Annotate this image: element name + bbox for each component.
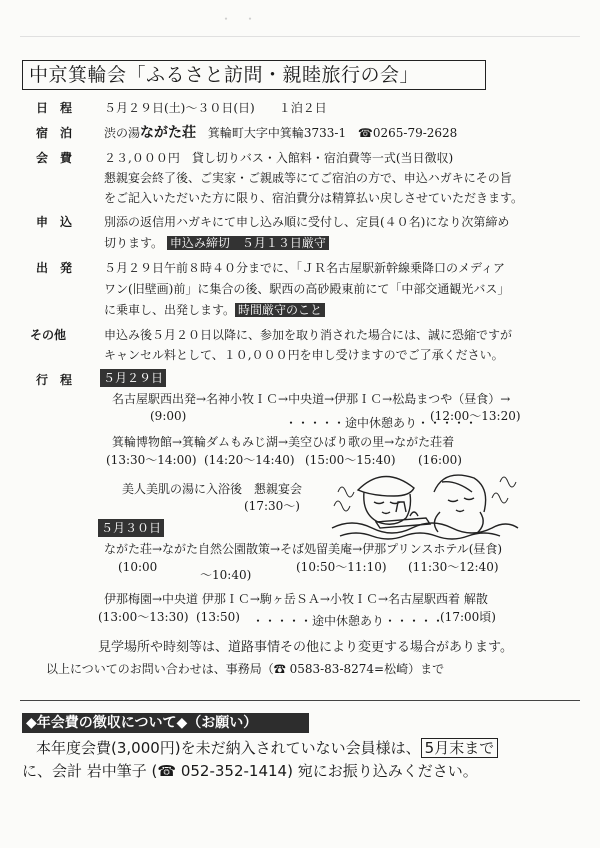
d1-route2: 箕輪博物館→箕輪ダムもみじ湖→美空ひばり歌の里→ながた荘着 [112,435,455,449]
d1-route3: 美人美肌の湯に入浴後 懇親宴会 [122,482,303,496]
d1-route2-time3: (15:00～15:40) [305,453,396,467]
apply-line2 [104,236,329,250]
lodging-phone: ☎0265-79-2628 [357,126,458,140]
other-line2: キャンセル料として、１０,０００円を申し受けますのでご了承ください。 [104,348,504,362]
d2-route2-time3: (17:00頃) [440,610,496,624]
annual-fee-line1 [36,739,498,757]
top-rule [20,36,580,37]
lodging-name-prefix: 渋の湯 [104,126,141,140]
depart-label: 出 発 [36,261,73,275]
lodging-line [104,126,457,140]
fee-line3: をご記入いただいた方に限り、宿泊費分は精算払い戻しさせていただきます。 [104,191,524,205]
deadline-box: 5月末まで [421,738,499,758]
section-divider [20,700,580,701]
d2-route1-time1: (10:00 [118,560,158,574]
d1-route3-time: (17:30～) [244,499,300,513]
lodging-name: ながた荘 [140,125,197,141]
hot-spring-bathers-illustration [330,462,520,542]
apply-line1: 別添の返信用ハガキにて申し込み順に受付し、定員(４０名)になり次第締め [104,215,510,229]
bleed-through-mark: ・ ・ [220,12,257,26]
d2-route2-time1: (13:00～13:30) [98,610,189,624]
d1-route1-time2: (12:00～13:20) [430,409,521,423]
fee-line2: 懇親宴会終了後、ご実家・ご親戚等にてご宿泊の方で、申込ハガキにその旨 [104,171,512,185]
d2-route2-rest: ・・・・・途中休憩あり・・・・・ [252,614,445,628]
d1-route2-time1: (13:30～14:00) [106,453,197,467]
apply-label: 申 込 [36,215,73,229]
day1-badge: ５月２９日 [100,369,166,387]
apply-line2-text: 切ります。 [104,236,164,250]
day2-badge: ５月３０日 [98,519,164,537]
title-frame [22,60,486,90]
annual-fee-line1-text: 本年度会費(3,000円)を未だ納入されていない会員様は、 [36,739,421,757]
other-label: その他 [30,328,67,342]
depart-line1: ５月２９日午前８時４０分までに、「ＪＲ名古屋駅新幹線乗降口のメディア [104,261,506,275]
annual-fee-line2: に、会計 岩中筆子 (☎ 052-352-1414) 宛にお振り込みください。 [22,762,478,780]
d1-route1-time1: (9:00) [150,409,187,423]
depart-line2: ワン(旧壁画)前」に集合の後、駅西の高砂殿東前にて「中部交通観光バス」 [104,282,510,296]
schedule-text: ５月２９日(土)～３０日(日) １泊２日 [104,101,327,115]
change-note: 見学場所や時刻等は、道路事情その他により変更する場合があります。 [98,640,513,655]
d1-route1-rest: ・・・・・途中休憩あり・・・・・ [285,416,478,430]
itinerary-label: 行 程 [36,373,73,387]
annual-fee-heading: ◆年会費の徴収について◆（お願い） [22,713,309,733]
page-title: 中京箕輪会「ふるさと訪問・親睦旅行の会」 [29,64,420,86]
contact-note: 以上についてのお問い合わせは、事務局（☎ 0583-83-8274=松崎）まで [46,662,445,676]
punctuality-highlight: 時間厳守のこと [235,303,325,317]
d1-route1: 名古屋駅西出発→名神小牧ＩＣ→中央道→伊那ＩＣ→松島まつや（昼食）→ [112,392,511,406]
depart-line3 [104,303,325,317]
d2-route2: 伊那梅園→中央道 伊那ＩＣ→駒ヶ岳ＳＡ→小牧ＩＣ→名古屋駅西着 解散 [104,592,488,606]
d2-route2-time2: (13:50) [196,610,240,624]
other-line1: 申込み後５月２０日以降に、参加を取り消された場合には、誠に恐縮ですが [104,328,513,342]
deadline-highlight: 申込み締切 ５月１３日厳守 [167,236,329,250]
d1-route2-time2: (14:20～14:40) [204,453,295,467]
d2-route1-time2: ～10:40) [200,568,252,582]
d2-route1: ながた荘→ながた自然公園散策→そば処留美庵→伊那プリンスホテル(昼食) [104,542,503,556]
fee-line1: ２３,０００円 貸し切りバス・入館料・宿泊費等一式(当日徴収) [104,151,454,165]
d2-route1-time3: (10:50～11:10) [296,560,387,574]
d2-route1-time4: (11:30～12:40) [408,560,499,574]
schedule-label: 日 程 [36,101,73,115]
fee-label: 会 費 [36,151,73,165]
lodging-label: 宿 泊 [36,126,73,140]
depart-line3-text: に乗車し、出発します。 [104,303,236,317]
d1-route2-time4: (16:00) [418,453,462,467]
lodging-address: 箕輪町大字中箕輪3733-1 [207,126,347,140]
